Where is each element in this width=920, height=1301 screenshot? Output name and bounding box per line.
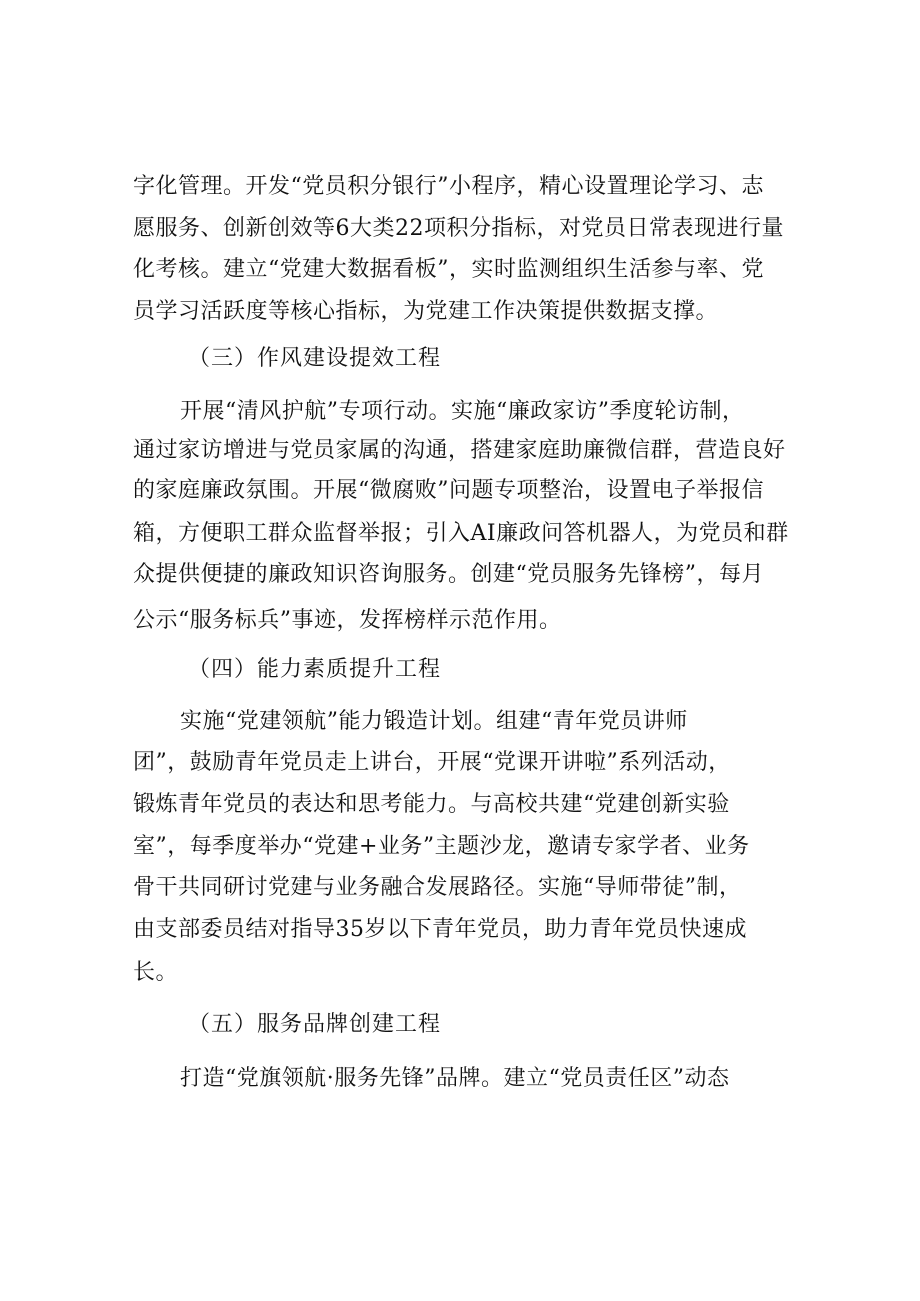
body-line: 实施“党建领航”能力锻造计划。组建“青年党员讲师 bbox=[180, 709, 688, 734]
section-heading: （五）服务品牌创建工程 bbox=[188, 1012, 442, 1037]
body-line: 箱，方便职工群众监督举报；引入AI廉政问答机器人，为党员和群 bbox=[133, 521, 789, 546]
body-line: 打造“党旗领航·服务先锋”品牌。建立“党员责任区”动态 bbox=[180, 1066, 730, 1091]
section-heading: （四）能力素质提升工程 bbox=[188, 657, 442, 682]
body-line: 众提供便捷的廉政知识咨询服务。创建“党员服务先锋榜”，每月 bbox=[133, 562, 764, 587]
body-line: 团”，鼓励青年党员走上讲台，开展“党课开讲啦”系列活动， bbox=[133, 750, 731, 775]
body-line: 员学习活跃度等核心指标，为党建工作决策提供数据支撑。 bbox=[133, 299, 719, 324]
body-line: 长。 bbox=[133, 960, 179, 985]
body-line: 通过家访增进与党员家属的沟通，搭建家庭助廉微信群，营造良好 bbox=[133, 438, 786, 463]
body-line: 开展“清风护航”专项行动。实施“廉政家访”季度轮访制， bbox=[180, 399, 745, 424]
body-line: 化考核。建立“党建大数据看板”，实时监测组织生活参与率、党 bbox=[133, 257, 764, 282]
section-heading: （三）作风建设提效工程 bbox=[188, 346, 442, 371]
body-line: 字化管理。开发“党员积分银行”小程序，精心设置理论学习、志 bbox=[133, 174, 764, 199]
body-line: 由支部委员结对指导35岁以下青年党员，助力青年党员快速成 bbox=[133, 917, 747, 942]
body-line: 愿服务、创新创效等6大类22项积分指标，对党员日常表现进行量 bbox=[133, 216, 784, 241]
body-line: 公示“服务标兵”事迹，发挥榜样示范作用。 bbox=[133, 608, 562, 633]
body-line: 室”，每季度举办“党建+业务”主题沙龙，邀请专家学者、业务 bbox=[133, 834, 750, 859]
body-line: 骨干共同研讨党建与业务融合发展路径。实施“导师带徒”制， bbox=[133, 875, 742, 900]
body-line: 的家庭廉政氛围。开展“微腐败”问题专项整治，设置电子举报信 bbox=[133, 478, 764, 503]
body-line: 锻炼青年党员的表达和思考能力。与高校共建“党建创新实验 bbox=[133, 792, 730, 817]
